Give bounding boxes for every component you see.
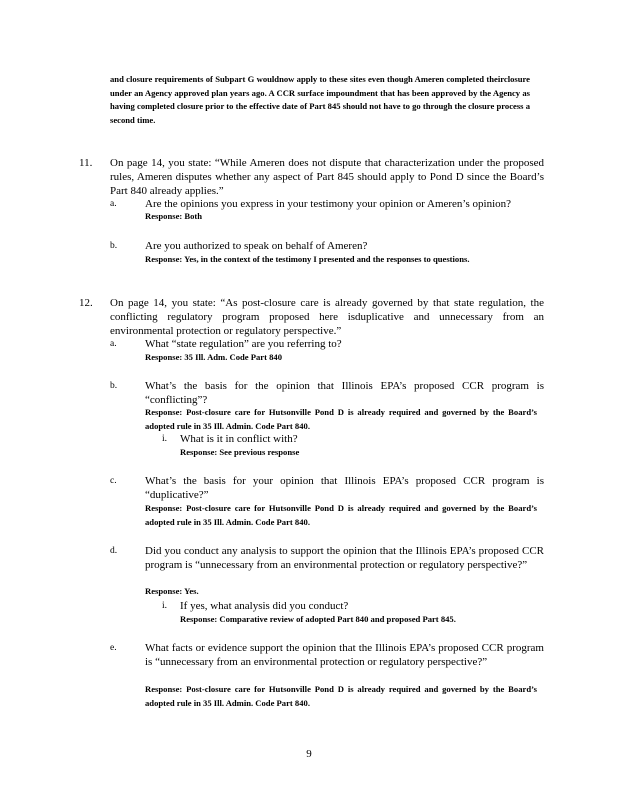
q12d-i-question: If yes, what analysis did you conduct? xyxy=(180,600,349,612)
q12e-question: What facts or evidence support the opinion that the Illinois EPA’s proposed CCR program is “unnecessary from an environmental protection or regulatory perspective?” xyxy=(145,642,544,668)
q11b-label: b. xyxy=(110,241,118,251)
q12c-label: c. xyxy=(110,476,117,486)
q11a-response: Response: Both xyxy=(145,211,203,221)
q12e-response: Response: Post-closure care for Hutsonville Pond D is already required and governed by the Board’s adopted rule in 35 Ill. Admin. Code Part 840. xyxy=(145,684,537,708)
q12b-i-response: Response: See previous response xyxy=(180,447,300,457)
q12b-response: Response: Post-closure care for Hutsonville Pond D is already required and governed by the Board’s adopted rule in 35 Ill. Admin. Code Part 840. xyxy=(145,407,537,431)
q12c-response: Response: Post-closure care for Hutsonville Pond D is already required and governed by the Board’s adopted rule in 35 Ill. Admin. Code Part 840. xyxy=(145,503,537,527)
q11a-label: a. xyxy=(110,199,117,209)
q12b-label: b. xyxy=(110,381,118,391)
question-11-number: 11. xyxy=(79,157,93,169)
q12a-question: What “state regulation” are you referring to? xyxy=(145,338,342,350)
q12d-i-response: Response: Comparative review of adopted Part 840 and proposed Part 845. xyxy=(180,614,456,624)
q12d-question: Did you conduct any analysis to support the opinion that the Illinois EPA’s proposed CCR program is “unnecessary from an environmental protection or regulatory perspective?” xyxy=(145,545,544,571)
q12b-question: What’s the basis for the opinion that Illinois EPA’s proposed CCR program is “conflicting”? xyxy=(145,380,544,406)
question-12-number: 12. xyxy=(79,297,93,309)
page-number: 9 xyxy=(306,748,312,760)
question-11-text: On page 14, you state: “While Ameren does not dispute that characterization under the proposed rules, Ameren disputes whether any aspect of Part 845 should apply to Pond D since the Board’s Part 840 already applies.” xyxy=(110,157,544,197)
q12c-question: What’s the basis for your opinion that Illinois EPA’s proposed CCR program is “duplicative?” xyxy=(145,475,544,501)
question-12-text: On page 14, you state: “As post-closure care is already governed by that state regulation, the conflicting regulatory program proposed here isduplicative and unnecessary from an environmental protection or regulatory perspective.” xyxy=(110,297,544,337)
q11a-question: Are the opinions you express in your testimony your opinion or Ameren’s opinion? xyxy=(145,198,512,210)
q12a-label: a. xyxy=(110,339,117,349)
q12d-i-label: i. xyxy=(162,601,168,611)
q11b-response: Response: Yes, in the context of the testimony I presented and the responses to questions. xyxy=(145,254,470,264)
q12b-i-question: What is it in conflict with? xyxy=(180,433,298,445)
q12b-i-label: i. xyxy=(162,434,168,444)
q12d-label: d. xyxy=(110,546,118,556)
q12a-response: Response: 35 Ill. Adm. Code Part 840 xyxy=(145,352,283,362)
q12d-response: Response: Yes. xyxy=(145,586,199,596)
q12e-label: e. xyxy=(110,643,117,653)
q11b-question: Are you authorized to speak on behalf of Ameren? xyxy=(145,240,368,252)
intro-paragraph: and closure requirements of Subpart G wouldnow apply to these sites even though Ameren completed theirclosure under an Agency approved plan years ago. A CCR surface impoundment that has been approved by the Agency as having completed closure prior to the effective date of Part 845 should not have to go through the closure process a second time. xyxy=(110,74,530,125)
